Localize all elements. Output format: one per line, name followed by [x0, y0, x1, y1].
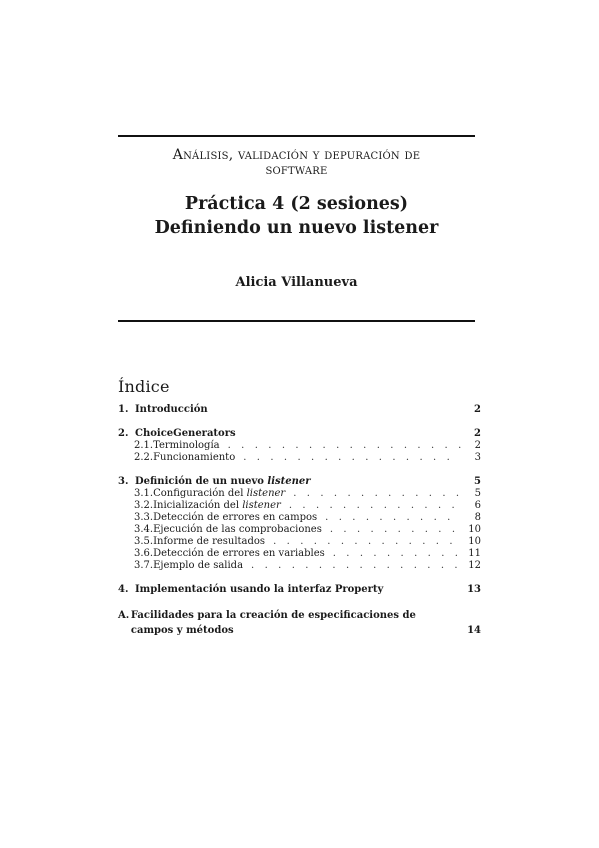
toc-entry-a[interactable] — [118, 608, 481, 638]
toc-entry-4[interactable] — [118, 584, 481, 595]
author-name: Alicia Villanueva — [235, 275, 358, 290]
toc-entry-2-2[interactable] — [118, 452, 481, 463]
toc-entry-page: 13 — [467, 584, 481, 595]
toc-leader-dots — [273, 536, 461, 547]
toc-subentry-text: Ejecución de las comprobaciones — [153, 524, 322, 535]
toc-leader-dots — [325, 512, 461, 523]
toc-subentry-text: Inicialización del listener — [153, 500, 281, 511]
toc-subentry-page: 2 — [474, 440, 481, 451]
toc-subentry-text: Terminología — [153, 440, 220, 451]
toc-subentry-page: 5 — [474, 488, 481, 499]
toc-entry-2-1[interactable] — [118, 440, 481, 451]
toc-entry-page: 14 — [467, 625, 481, 636]
toc-subentry-number: 3.6. — [134, 548, 154, 559]
toc-subentry-number: 3.1. — [134, 488, 154, 499]
toc-entry-3-7[interactable] — [118, 560, 481, 571]
toc-subentry-page: 3 — [474, 452, 481, 463]
toc-subentry-number: 3.3. — [134, 512, 154, 523]
toc-entry-number: 4. — [118, 584, 129, 595]
toc-subentry-page: 11 — [468, 548, 481, 559]
course-title-line1: Análisis, validación y depuración de — [172, 147, 421, 163]
toc-subentry-text: Configuración del listener — [153, 488, 286, 499]
document-title-line1: Práctica 4 (2 sesiones) — [184, 194, 409, 214]
toc-entry-page: 5 — [474, 476, 481, 487]
toc-subentry-number: 2.1. — [134, 440, 154, 451]
toc-subentry-number: 3.2. — [134, 500, 154, 511]
toc-entry-text: Facilidades para la creación de especificaciones de campos y métodos — [130, 610, 416, 636]
toc-leader-dots — [330, 524, 461, 535]
toc-entry-3-3[interactable] — [118, 512, 481, 523]
toc-subentry-page: 8 — [474, 512, 481, 523]
document-title-line2: Definiendo un nuevo listener — [154, 218, 439, 238]
toc-subentry-text: Detección de errores en variables — [153, 548, 325, 559]
toc-entry-3-5[interactable] — [118, 536, 481, 547]
toc-entry-3-1[interactable] — [118, 488, 481, 499]
toc-entry-number: 1. — [118, 404, 129, 415]
course-title — [118, 148, 475, 178]
toc-subentry-number: 3.4. — [134, 524, 154, 535]
toc-entry-page: 2 — [474, 404, 481, 415]
toc-entry-3[interactable] — [118, 476, 481, 487]
toc-leader-dots — [228, 440, 461, 451]
toc-subentry-number: 3.5. — [134, 536, 154, 547]
toc-entry-text: Definición de un nuevo listener — [135, 476, 311, 487]
title-rule-bottom — [118, 320, 475, 322]
document-title — [118, 192, 475, 240]
toc-leader-dots — [251, 560, 461, 571]
toc-entry-number: 3. — [118, 476, 129, 487]
toc-entry-text: Implementación usando la interfaz Property — [135, 584, 384, 595]
toc-subentry-page: 12 — [468, 560, 481, 571]
toc-subentry-page: 10 — [468, 536, 481, 547]
toc-leader-dots — [293, 488, 461, 499]
course-title-line2: software — [265, 162, 328, 178]
toc-subentry-text: Ejemplo de salida — [153, 560, 244, 571]
toc-subentry-text: Informe de resultados — [153, 536, 266, 547]
toc-entry-1[interactable] — [118, 404, 481, 415]
toc-entry-text: ChoiceGenerators — [135, 428, 236, 439]
toc-entry-text: Introducción — [135, 404, 208, 415]
toc-subentry-number: 3.7. — [134, 560, 154, 571]
toc-leader-dots — [333, 548, 461, 559]
toc-entry-3-2[interactable] — [118, 500, 481, 511]
toc-entry-3-6[interactable] — [118, 548, 481, 559]
toc-heading: Índice — [118, 377, 170, 396]
table-of-contents — [118, 404, 481, 638]
toc-subentry-text: Detección de errores en campos — [153, 512, 318, 523]
toc-entry-2[interactable] — [118, 428, 481, 439]
toc-leader-dots — [289, 500, 461, 511]
toc-entry-3-4[interactable] — [118, 524, 481, 535]
title-rule-top — [118, 135, 475, 137]
toc-leader-dots — [243, 452, 461, 463]
toc-entry-number: 2. — [118, 428, 129, 439]
toc-entry-number: A. — [118, 610, 130, 621]
toc-subentry-text: Funcionamiento — [153, 452, 236, 463]
toc-subentry-number: 2.2. — [134, 452, 154, 463]
toc-entry-page: 2 — [474, 428, 481, 439]
toc-subentry-page: 6 — [474, 500, 481, 511]
toc-subentry-page: 10 — [468, 524, 481, 535]
